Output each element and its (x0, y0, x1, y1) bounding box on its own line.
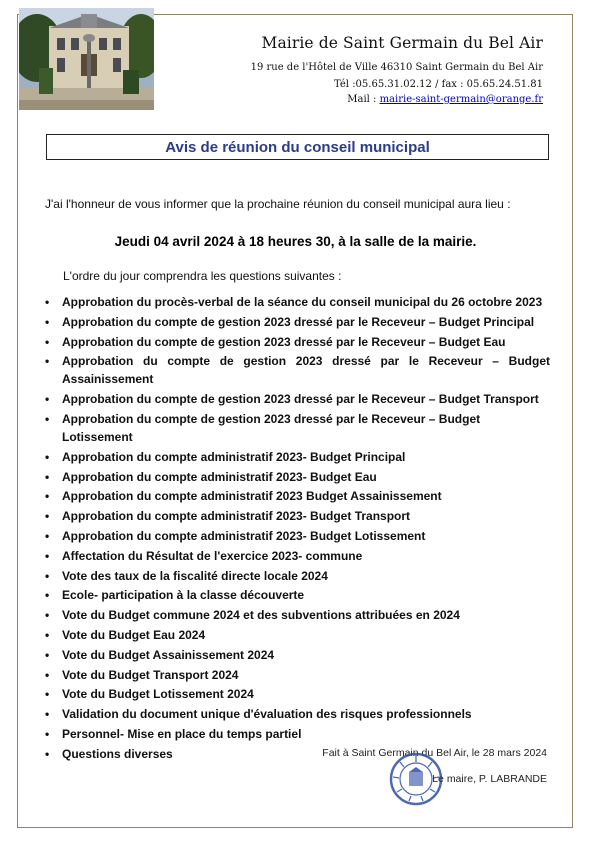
mail-label: Mail : (347, 94, 380, 105)
signature-maire: Le maire, P. LABRANDE (432, 773, 547, 785)
intro-text: J'ai l'honneur de vous informer que la prochaine réunion du conseil municipal aura lieu : (45, 197, 511, 211)
agenda-item: • Vote des taux de la fiscalité directe locale 2024 (45, 567, 550, 585)
agenda-item: • Questions diverses (45, 745, 550, 763)
signature-place-date: Fait à Saint Germain du Bel Air, le 28 mars 2024 (322, 747, 547, 759)
agenda-list (45, 293, 550, 765)
agenda-item: • Approbation du compte de gestion 2023 dressé par le Receveur – Budget Eau (45, 333, 550, 351)
agenda-item: • Approbation du compte de gestion 2023 dressé par le Receveur – Budget Assainissement (45, 352, 550, 388)
agenda-item: • Vote du Budget Eau 2024 (45, 626, 550, 644)
agenda-item: • Vote du Budget Assainissement 2024 (45, 646, 550, 664)
town-hall-photo (19, 8, 154, 110)
mail-link[interactable]: mairie-saint-germain@orange.fr (379, 94, 543, 105)
agenda-item: • Vote du Budget commune 2024 et des subventions attribuées en 2024 (45, 606, 550, 624)
agenda-item: • Approbation du compte de gestion 2023 dressé par le Receveur – Budget Transport (45, 390, 550, 408)
agenda-item: • Approbation du compte administratif 2023- Budget Transport (45, 507, 550, 525)
agenda-item: • Vote du Budget Transport 2024 (45, 666, 550, 684)
agenda-item: • Approbation du compte de gestion 2023 dressé par le Receveur – Budget Principal (45, 313, 550, 331)
mairie-mail (347, 94, 543, 105)
title-box (46, 134, 549, 160)
agenda-item: • Approbation du compte administratif 2023- Budget Lotissement (45, 527, 550, 545)
agenda-item: • Approbation du compte administratif 2023 Budget Assainissement (45, 487, 550, 505)
document-title: Avis de réunion du conseil municipal (165, 139, 430, 156)
agenda-item: • Validation du document unique d'évaluation des risques professionnels (45, 705, 550, 723)
agenda-item: • Approbation du compte administratif 2023- Budget Eau (45, 468, 550, 486)
agenda-item: • Personnel- Mise en place du temps partiel (45, 725, 550, 743)
mairie-name: Mairie de Saint Germain du Bel Air (261, 34, 543, 52)
agenda-item: • Approbation du compte de gestion 2023 dressé par le Receveur – Budget Lotissement (45, 410, 550, 446)
agenda-intro: L'ordre du jour comprendra les questions suivantes : (63, 269, 342, 283)
mairie-tel-fax: Tél :05.65.31.02.12 / fax : 05.65.24.51.81 (334, 79, 543, 90)
agenda-item: • Ecole- participation à la classe découverte (45, 586, 550, 604)
agenda-item: • Approbation du procès-verbal de la séance du conseil municipal du 26 octobre 2023 (45, 293, 550, 311)
agenda-item: • Approbation du compte administratif 2023- Budget Principal (45, 448, 550, 466)
agenda-item: • Affectation du Résultat de l'exercice 2023- commune (45, 547, 550, 565)
mairie-address: 19 rue de l'Hôtel de Ville 46310 Saint Germain du Bel Air (250, 62, 543, 73)
meeting-date: Jeudi 04 avril 2024 à 18 heures 30, à la salle de la mairie. (114, 234, 477, 249)
agenda-item: • Vote du Budget Lotissement 2024 (45, 685, 550, 703)
